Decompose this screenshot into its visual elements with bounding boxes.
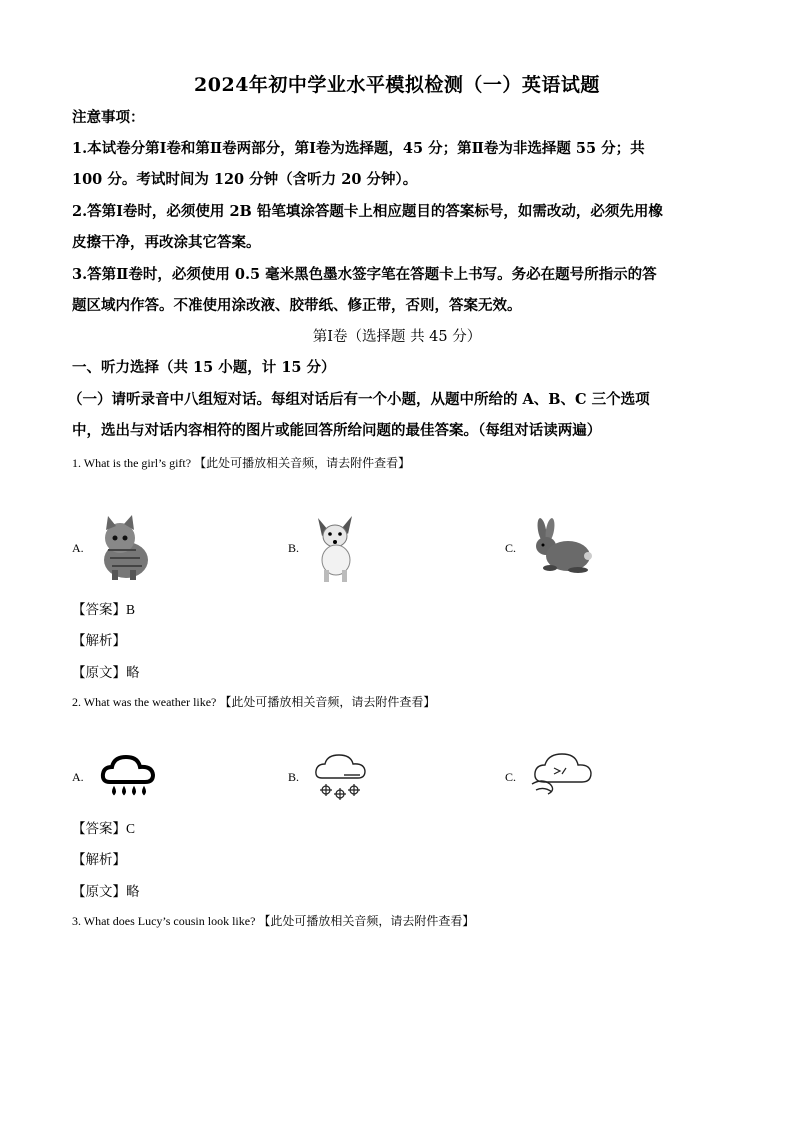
section-title: 第Ⅰ卷（选择题 共 45 分） xyxy=(312,329,482,345)
dog-image xyxy=(312,514,360,582)
analysis-label: 【解析】 xyxy=(72,852,126,867)
original-line xyxy=(72,661,140,681)
answer-label: 【答案】 xyxy=(72,821,126,836)
snow-icon xyxy=(314,752,370,802)
instruction-line: 中，选出与对话内容相符的图片或能回答所给问题的最佳答案。（每组对话读两遍） xyxy=(72,422,602,439)
analysis-label: 【解析】 xyxy=(72,633,126,648)
option-a-label: A. xyxy=(72,770,84,784)
question-2: 2. What was the weather like? 【此处可播放相关音频，请去附件查看】 xyxy=(72,695,436,709)
wind-icon xyxy=(530,750,596,800)
rain-icon xyxy=(100,752,156,800)
question-1: 1. What is the girl’s gift? 【此处可播放相关音频，请去附件查看】 xyxy=(72,456,411,470)
question-3: 3. What does Lucy’s cousin look like? 【此处可播放相关音频，请去附件查看】 xyxy=(72,914,475,928)
original-label: 【原文】 xyxy=(72,884,126,899)
rabbit-image xyxy=(530,518,594,574)
cat-image xyxy=(96,514,156,580)
exam-title: 2024年初中学业水平模拟检测（一）英语试题 xyxy=(194,74,600,96)
answer-label: 【答案】 xyxy=(72,602,126,617)
notice-line: 3.答第Ⅱ卷时，必须使用 0.5 毫米黑色墨水签字笔在答题卡上书写。务必在题号所指示的答 xyxy=(72,266,657,283)
original-label: 【原文】 xyxy=(72,665,126,680)
answer-value: C xyxy=(126,821,136,836)
answer-line xyxy=(72,598,135,618)
option-c-label: C. xyxy=(505,541,517,555)
notice-heading: 注意事项： xyxy=(72,109,145,126)
notice-line: 2.答第Ⅰ卷时，必须使用 2B 铅笔填涂答题卡上相应题目的答案标号，如需改动，必须先用橡 xyxy=(72,203,663,220)
notice-line: 题区域内作答。不准使用涂改液、胶带纸、修正带，否则，答案无效。 xyxy=(72,297,522,314)
original-line xyxy=(72,880,140,900)
part-heading: 一、听力选择（共 15 小题，计 15 分） xyxy=(72,359,336,376)
original-value: 略 xyxy=(126,884,140,899)
notice-line: 皮擦干净，再改涂其它答案。 xyxy=(72,234,261,251)
option-c-label: C. xyxy=(505,770,517,784)
instruction-line: （一）请听录音中八组短对话。每组对话后有一个小题，从题中所给的 A、B、C 三个选项 xyxy=(68,391,650,408)
option-b-label: B. xyxy=(288,770,300,784)
original-value: 略 xyxy=(126,665,140,680)
answer-line xyxy=(72,817,135,837)
notice-line: 1.本试卷分第Ⅰ卷和第Ⅱ卷两部分，第Ⅰ卷为选择题，45 分；第Ⅱ卷为非选择题 55 分；共 xyxy=(72,140,645,157)
option-b-label: B. xyxy=(288,541,300,555)
notice-line: 100 分。考试时间为 120 分钟（含听力 20 分钟）。 xyxy=(72,171,418,188)
answer-value: B xyxy=(126,602,136,617)
option-a-label: A. xyxy=(72,541,84,555)
